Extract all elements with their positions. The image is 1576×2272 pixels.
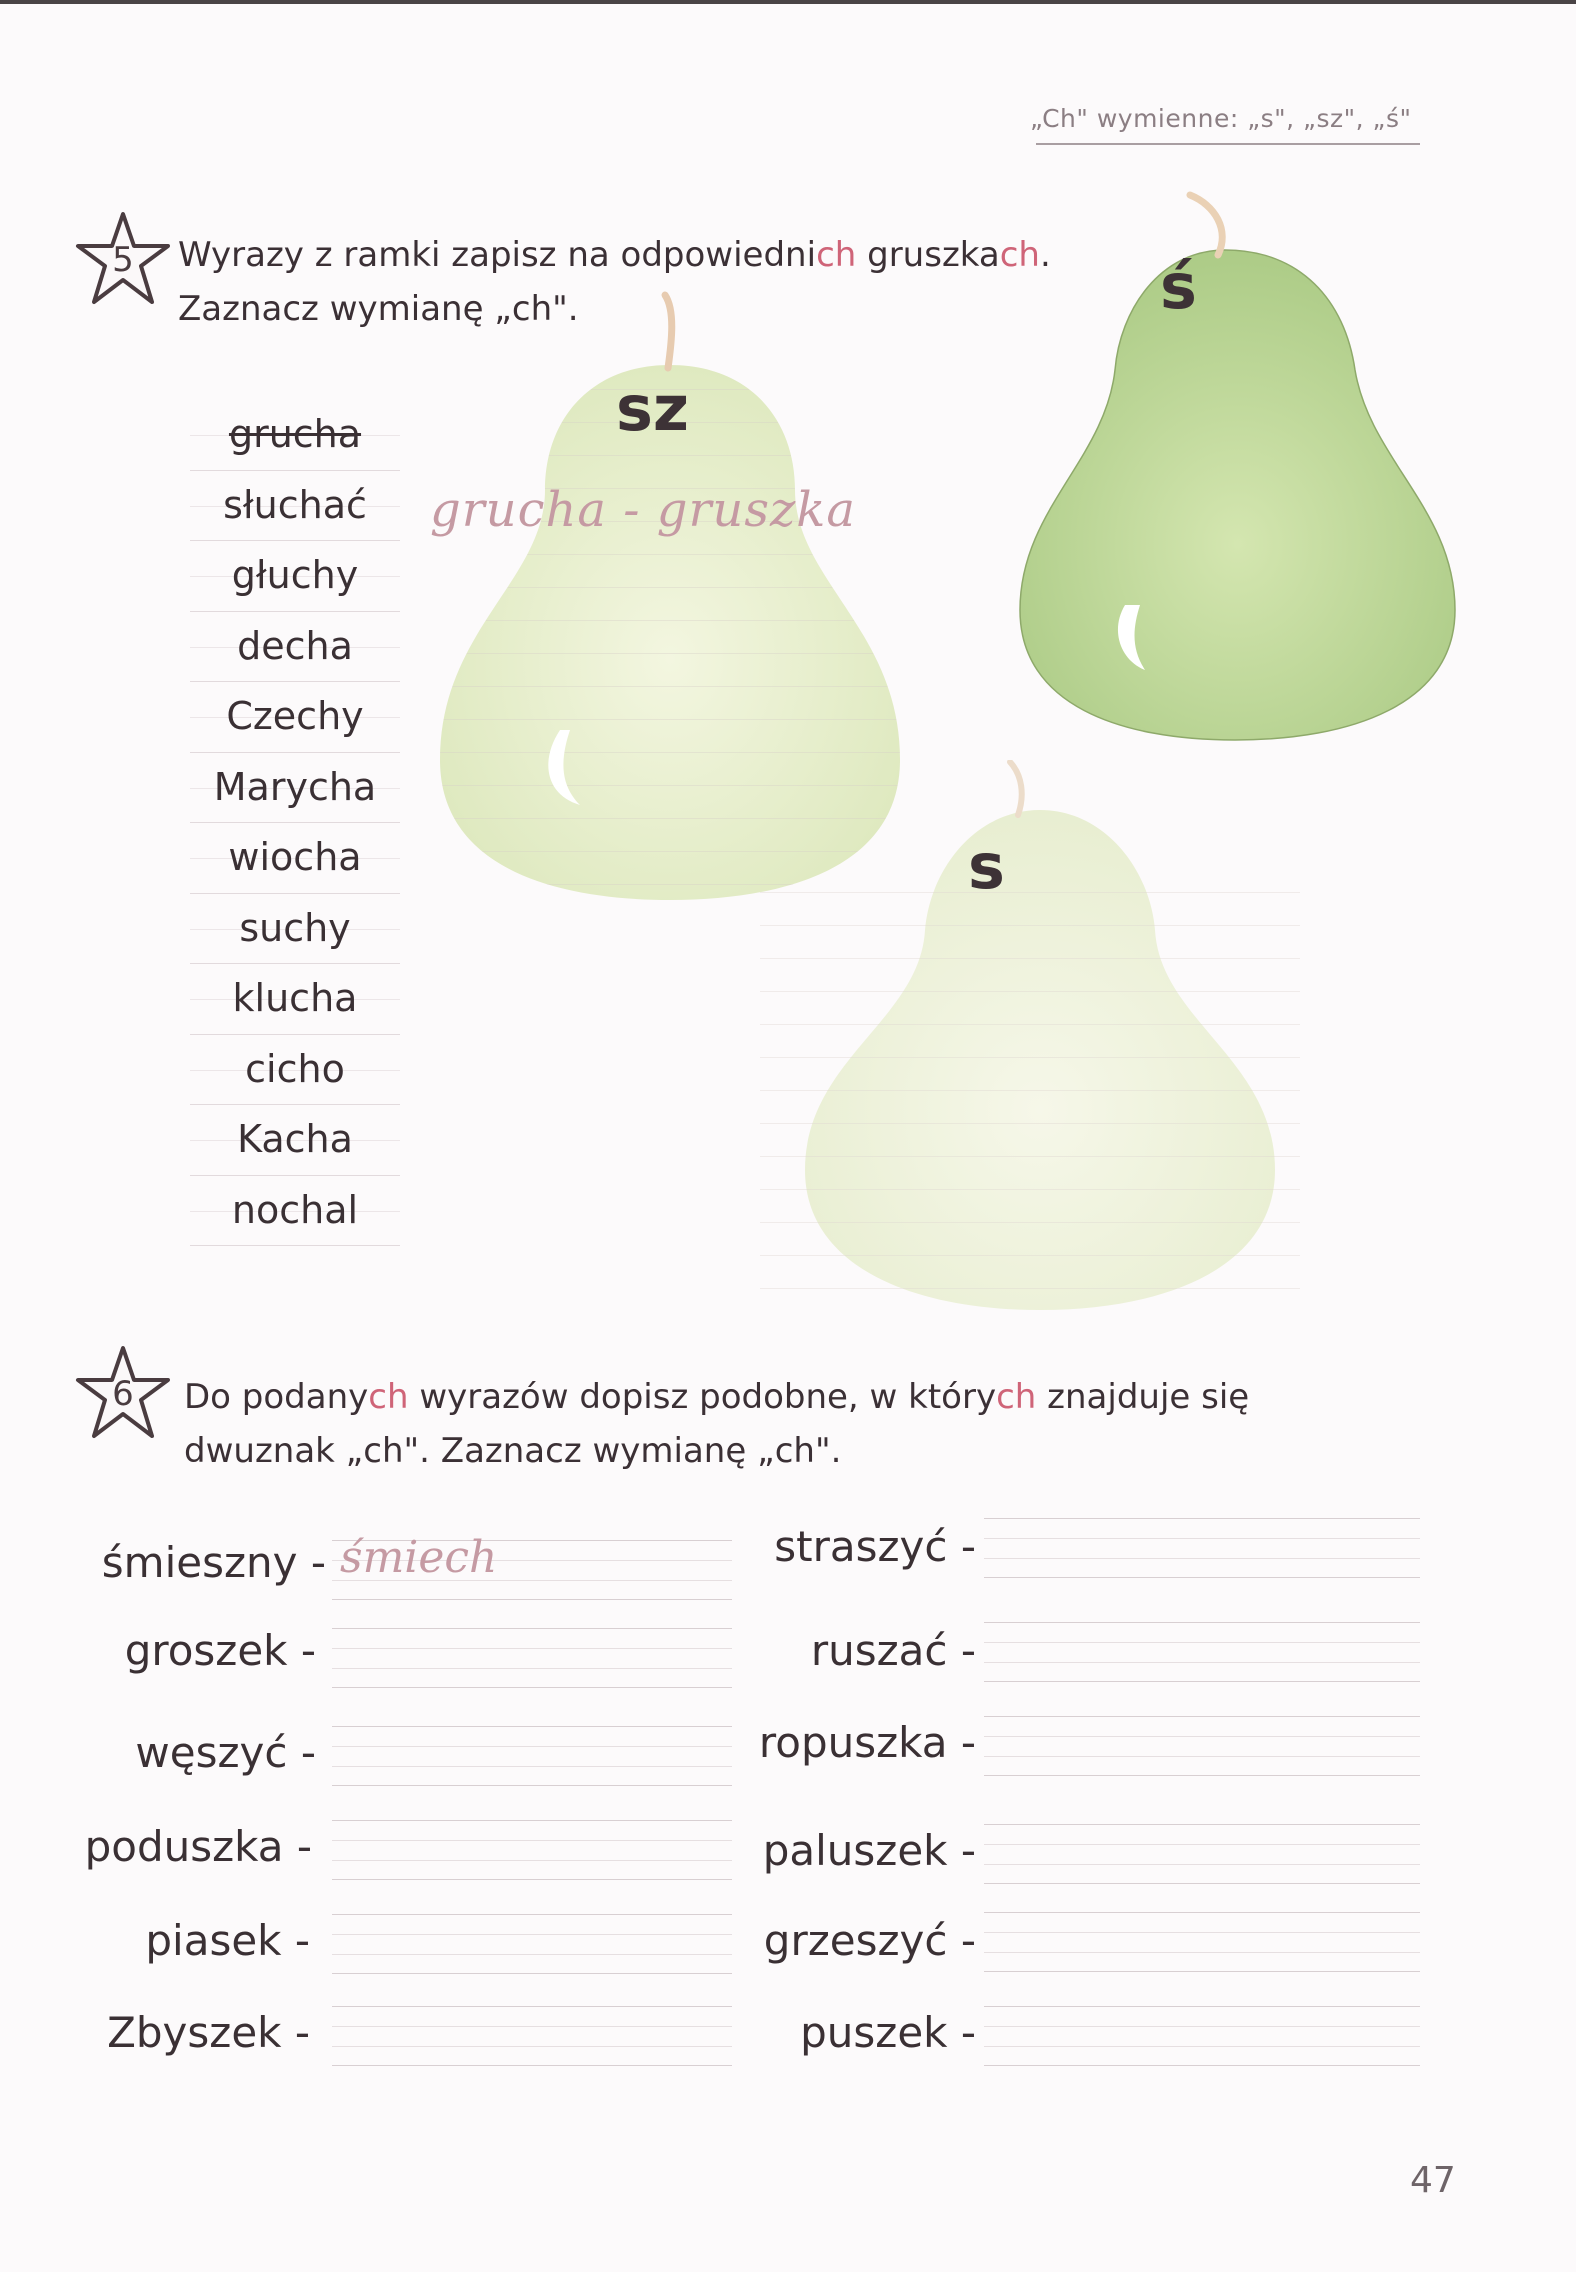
answer-line[interactable] — [332, 1820, 732, 1880]
word-row — [190, 682, 400, 753]
prompt-word: straszyć - — [774, 1522, 976, 1571]
word-item: klucha — [232, 976, 358, 1020]
answer-line[interactable] — [984, 2006, 1420, 2066]
word-row — [190, 400, 400, 471]
word-item: wiocha — [228, 835, 362, 879]
word-row — [190, 894, 400, 965]
prompt-word: grzeszyć - — [763, 1916, 976, 1965]
task-6-number: 6 — [112, 1374, 134, 1414]
word-row — [190, 541, 400, 612]
word-item: cicho — [245, 1046, 345, 1091]
prompt-word: Zbyszek - — [107, 2008, 310, 2057]
word-row — [190, 612, 400, 683]
page-number: 47 — [1410, 2160, 1456, 2201]
example-answer: śmiech — [340, 1532, 498, 1583]
word-item: Marycha — [213, 764, 377, 809]
task-5-line-1: Wyrazy z ramki zapisz na odpowiednich gruszkach. — [178, 235, 1051, 275]
word-item: Czechy — [226, 694, 364, 738]
answer-line[interactable] — [332, 1914, 732, 1974]
pear-s-acute-label: ś — [1160, 250, 1197, 323]
word-row — [190, 1035, 400, 1106]
word-item: głuchy — [231, 553, 359, 597]
word-row — [190, 753, 400, 824]
word-item: Kacha — [237, 1117, 353, 1161]
pear-s-acute — [1010, 190, 1460, 750]
task-6-line-1: Do podanych wyrazów dopisz podobne, w których znajduje się — [184, 1377, 1250, 1417]
prompt-word: węszyć - — [135, 1728, 316, 1777]
prompt-word: groszek - — [124, 1626, 316, 1675]
page-header: „Ch" wymienne: „s", „sz", „ś" — [1030, 104, 1412, 133]
example-handwriting: grucha - gruszka — [430, 482, 856, 538]
answer-line[interactable] — [984, 1622, 1420, 1682]
task-6-line-2: dwuznak „ch". Zaznacz wymianę „ch". — [184, 1431, 842, 1471]
word-box — [190, 400, 400, 1246]
header-underline — [1036, 143, 1420, 145]
answer-line[interactable] — [332, 1726, 732, 1786]
answer-line[interactable] — [332, 2006, 732, 2066]
word-item: grucha — [228, 412, 362, 456]
prompt-word: śmieszny - — [101, 1538, 326, 1587]
task-5-badge — [68, 206, 178, 316]
word-item: nochal — [231, 1187, 359, 1232]
word-row — [190, 471, 400, 542]
task-5-line-2: Zaznacz wymianę „ch". — [178, 289, 579, 329]
word-row — [190, 1105, 400, 1176]
answer-line[interactable] — [984, 1716, 1420, 1776]
answer-line[interactable] — [984, 1518, 1420, 1578]
task-6-instructions — [184, 1370, 1249, 1478]
word-row — [190, 823, 400, 894]
pear-s-label: s — [968, 830, 1005, 903]
pear-sz-label: sz — [616, 372, 689, 445]
answer-line[interactable] — [332, 1628, 732, 1688]
answer-line[interactable] — [984, 1912, 1420, 1972]
top-border — [0, 0, 1576, 4]
word-row — [190, 1176, 400, 1247]
word-item: suchy — [239, 905, 351, 950]
task-5-number: 5 — [112, 240, 134, 280]
word-row — [190, 964, 400, 1035]
answer-line[interactable] — [984, 1824, 1420, 1884]
prompt-word: puszek - — [800, 2008, 976, 2057]
pear-s — [760, 760, 1300, 1320]
task-6-badge — [68, 1340, 178, 1450]
word-item: decha — [237, 623, 353, 668]
prompt-word: ropuszka - — [758, 1718, 976, 1767]
prompt-word: ruszać - — [810, 1626, 976, 1675]
prompt-word: paluszek - — [762, 1826, 976, 1875]
prompt-word: piasek - — [145, 1916, 310, 1965]
prompt-word: poduszka - — [84, 1822, 312, 1871]
word-item: słuchać — [223, 482, 367, 527]
